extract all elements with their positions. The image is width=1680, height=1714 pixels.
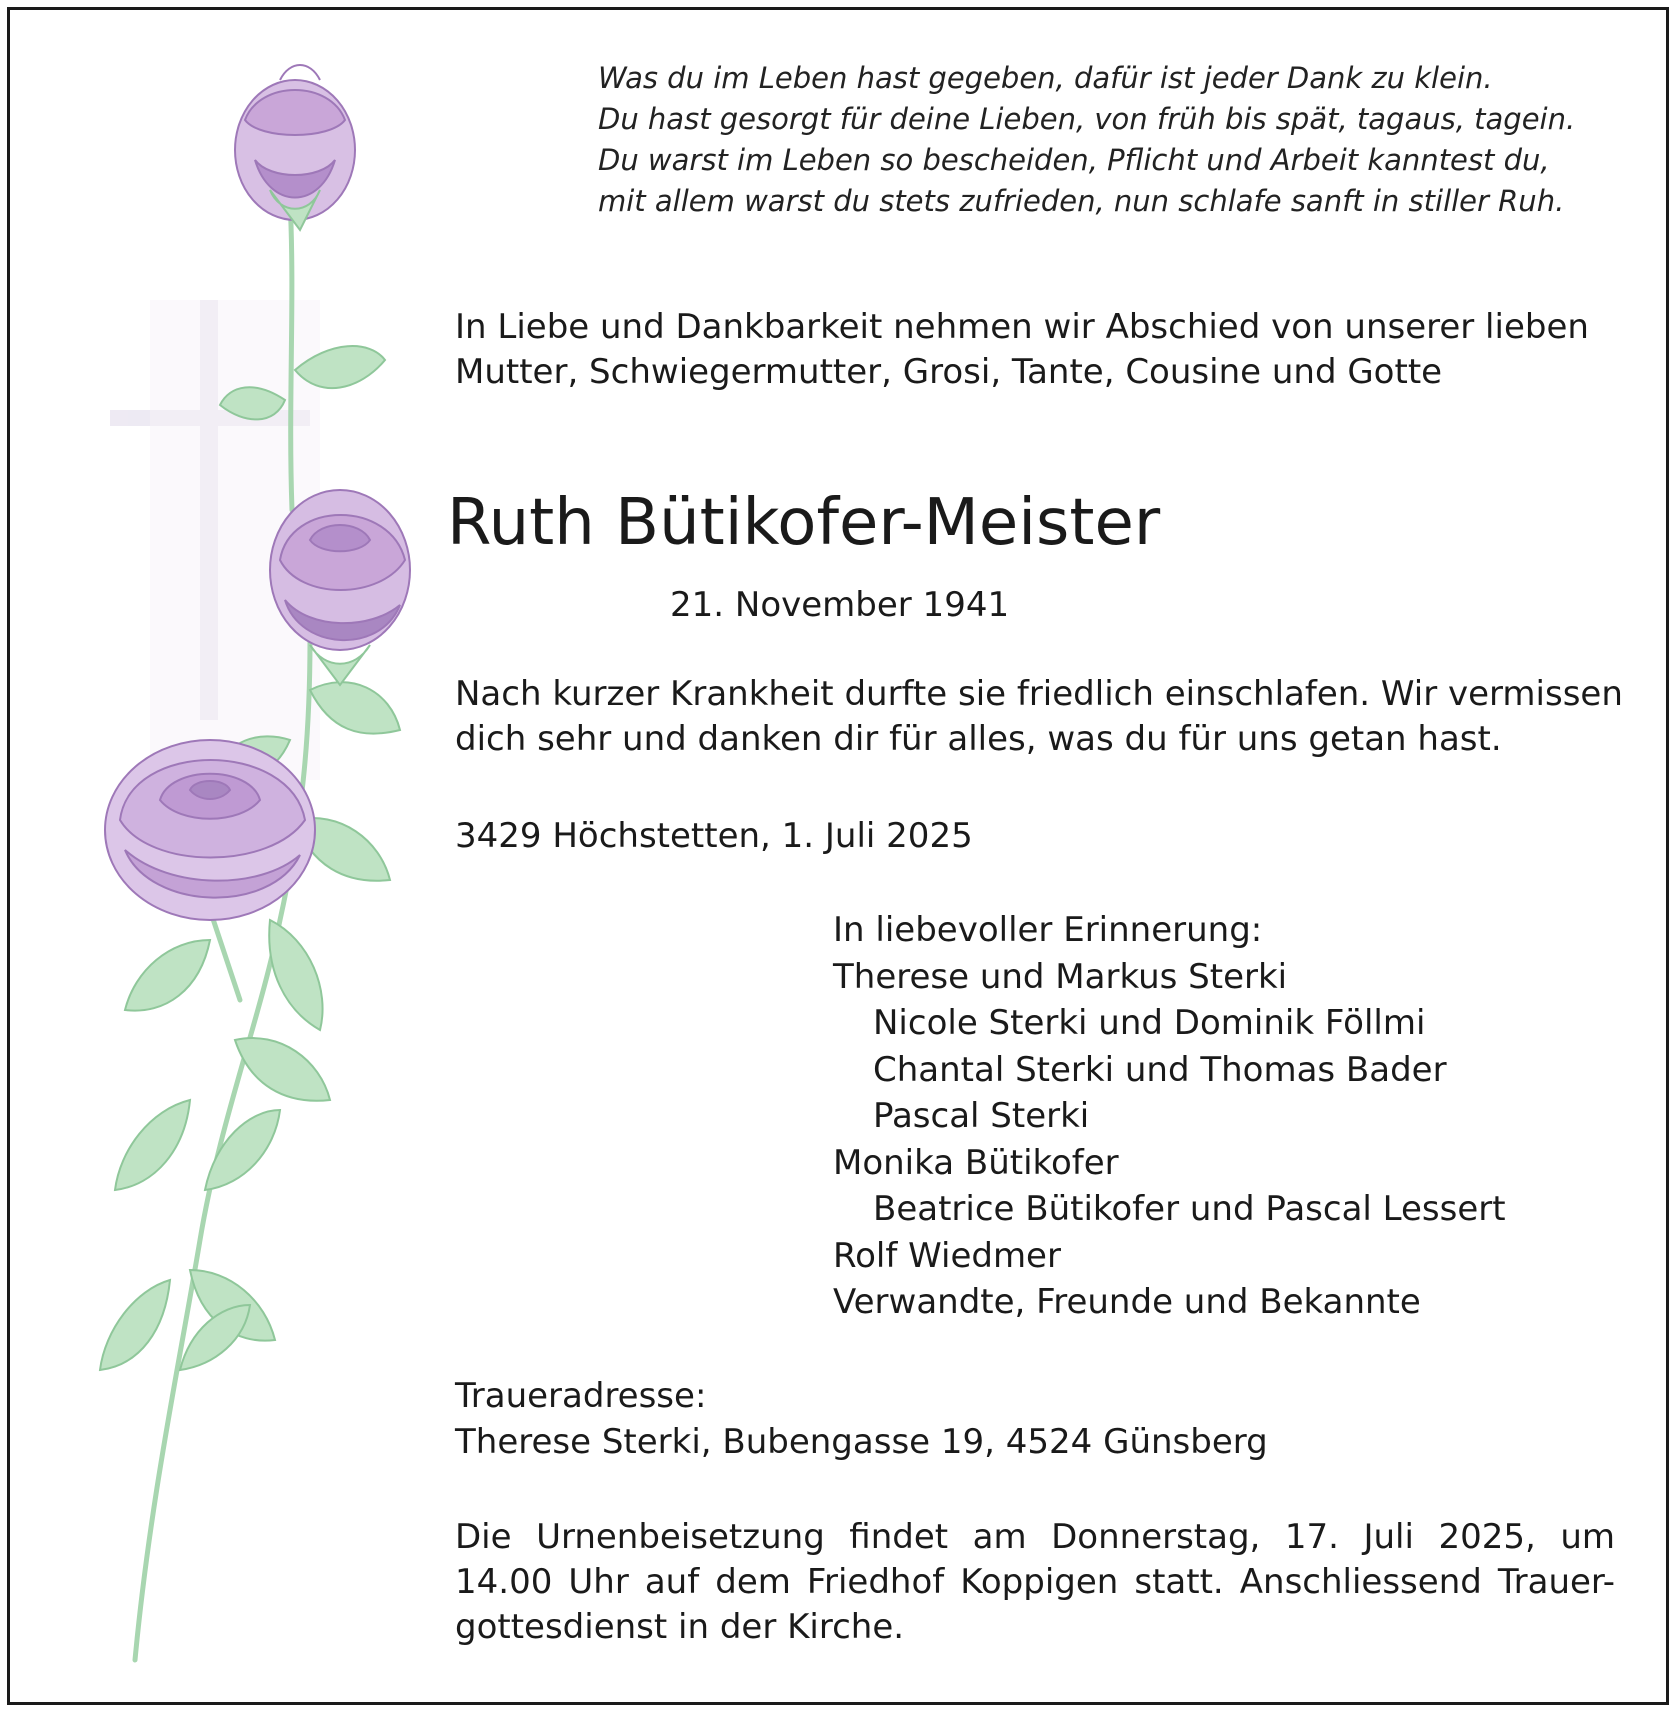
- mourner-entry: Rolf Wiedmer: [833, 1235, 1061, 1276]
- motto-line: Was du im Leben hast gegeben, dafür ist jeder Dank zu klein.: [598, 61, 1493, 95]
- mourner-entry: Verwandte, Freunde und Bekannte: [833, 1282, 1421, 1322]
- message-line: dich sehr und danken dir für alles, was du für uns getan hast.: [455, 719, 1502, 759]
- farewell-message: [455, 672, 1623, 762]
- service-line: Die Urnenbeisetzung findet am Donnerstag, 17. Juli 2025, um: [455, 1517, 1615, 1557]
- deceased-name: Ruth Bütikofer-Meister: [447, 486, 1161, 560]
- mourning-address: [455, 1373, 1268, 1465]
- mourner-entry: Monika Bütikofer: [833, 1142, 1119, 1183]
- message-line: Nach kurzer Krankheit durfte sie friedlich einschlafen. Wir vermissen: [455, 674, 1623, 714]
- mourners-heading: In liebevoller Erinnerung:: [833, 910, 1263, 950]
- intro-line: In Liebe und Dankbarkeit nehmen wir Abschied von unserer lieben: [455, 307, 1589, 347]
- mourner-entry: Beatrice Bütikofer und Pascal Lessert: [873, 1189, 1506, 1229]
- mourner-entry: Therese und Markus Sterki: [833, 956, 1288, 997]
- birth-date: 21. November 1941: [670, 585, 1010, 625]
- mourner-entry: Pascal Sterki: [873, 1096, 1090, 1136]
- motto-line: Du hast gesorgt für deine Lieben, von früh bis spät, tagaus, tagein.: [598, 102, 1576, 136]
- motto-line: Du warst im Leben so bescheiden, Pflicht und Arbeit kanntest du,: [598, 143, 1550, 177]
- motto-line: mit allem warst du stets zufrieden, nun schlafe sanft in stiller Ruh.: [598, 184, 1565, 218]
- roses-illustration: [40, 40, 440, 1700]
- intro-text: [455, 305, 1589, 395]
- mourner-entry: Nicole Sterki und Dominik Föllmi: [873, 1003, 1426, 1043]
- mourner-entry: Chantal Sterki und Thomas Bader: [873, 1049, 1447, 1090]
- place-and-date: 3429 Höchstetten, 1. Juli 2025: [455, 816, 973, 856]
- service-info: [455, 1515, 1615, 1650]
- address-value: Therese Sterki, Bubengasse 19, 4524 Günsberg: [455, 1422, 1268, 1462]
- rose-top: [235, 65, 355, 230]
- mourners-list: [833, 907, 1506, 1326]
- service-line: gottesdienst in der Kirche.: [455, 1607, 905, 1647]
- service-line: 14.00 Uhr auf dem Friedhof Koppigen statt. Anschliessend Trauer-: [455, 1562, 1615, 1602]
- motto-verse: [598, 58, 1575, 222]
- rose-lower: [105, 740, 315, 920]
- intro-line: Mutter, Schwiegermutter, Grosi, Tante, Cousine und Gotte: [455, 352, 1443, 392]
- address-label: Traueradresse:: [455, 1376, 707, 1416]
